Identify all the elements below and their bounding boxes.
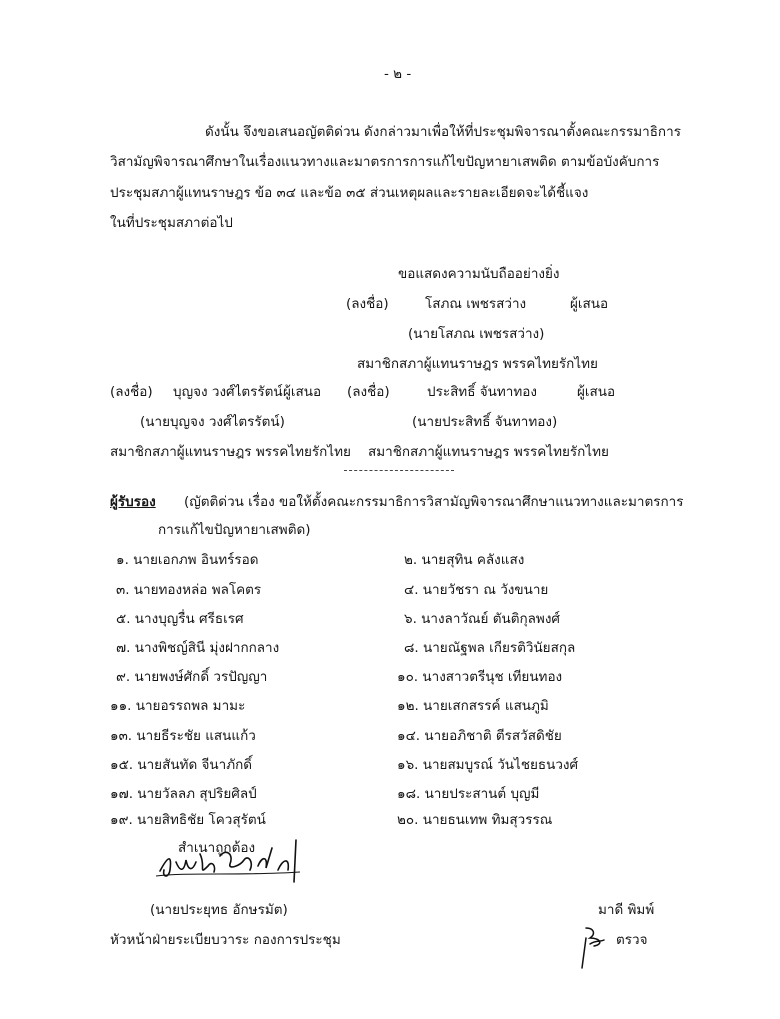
supporters-desc-1: (ญัตติด่วน เรื่อง ขอให้ตั้งคณะกรรมาธิการวิสามัญพิจารณาศึกษาแนวทางและมาตรการ xyxy=(184,494,684,510)
p2-position: สมาชิกสภาผู้แทนราษฎร พรรคไทยรักไทย xyxy=(110,444,351,460)
p1-full: (นายโสภณ เพชรสว่าง) xyxy=(408,326,545,342)
separator-line xyxy=(344,470,454,471)
supporters-label: ผู้รับรอง xyxy=(110,494,156,510)
body-line-3: ประชุมสภาผู้แทนราษฎร ข้อ ๓๔ และข้อ ๓๕ ส่วนเหตุผลและรายละเอียดจะได้ชี้แจง xyxy=(110,185,589,201)
p3-position: สมาชิกสภาผู้แทนราษฎร พรรคไทยรักไทย xyxy=(368,444,609,460)
closing: ขอแสดงความนับถืออย่างยิ่ง xyxy=(398,266,560,282)
supporter-right-2: ๔. นายวัชรา ณ วังขนาย xyxy=(404,582,549,598)
p1-position: สมาชิกสภาผู้แทนราษฎร พรรคไทยรักไทย xyxy=(357,356,598,372)
p2-sign: (ลงชื่อ) xyxy=(110,384,153,400)
supporter-right-6: ๑๒. นายเสกสรรค์ แสนภูมิ xyxy=(397,698,549,714)
p2-name: บุญจง วงศ์ไตรรัตน์ xyxy=(173,384,283,400)
p3-full: (นายประสิทธิ์ จันทาทอง) xyxy=(412,414,558,430)
checker-initial xyxy=(560,920,610,970)
supporter-left-7: ๑๓. นายธีระชัย แสนแก้ว xyxy=(110,728,256,744)
typist: มาดี พิมพ์ xyxy=(598,902,655,918)
p2-full: (นายบุญจง วงศ์ไตรรัตน์) xyxy=(140,414,285,430)
checker: ตรวจ xyxy=(616,932,648,948)
supporter-left-3: ๕. นางบุญรื่น ศรีธเรศ xyxy=(116,611,244,627)
supporter-right-7: ๑๔. นายอภิชาติ ตีรสวัสดิชัย xyxy=(397,728,562,744)
supporter-left-1: ๑. นายเอกภพ อินทร์รอด xyxy=(116,552,259,568)
supporter-left-4: ๗. นางพิชญ์สินี มุ่งฝากกลาง xyxy=(116,640,280,656)
supporter-left-9: ๑๗. นายวัลลภ สุปริยศิลป์ xyxy=(110,786,257,802)
certifier-name: (นายประยุทธ อักษรมัต) xyxy=(150,902,288,918)
supporter-right-9: ๑๘. นายประสานต์ บุญมี xyxy=(397,786,540,802)
p1-sign: (ลงชื่อ) xyxy=(346,296,389,312)
certification-title: สำเนาถูกต้อง xyxy=(178,840,256,856)
p3-name: ประสิทธิ์ จันทาทอง xyxy=(427,384,537,400)
body-line-2: วิสามัญพิจารณาศึกษาในเรื่องแนวทางและมาตรการการแก้ไขปัญหายาเสพติด ตามข้อบังคับการ xyxy=(110,154,660,170)
p1-role: ผู้เสนอ xyxy=(570,296,609,312)
certifier-position: หัวหน้าฝ่ายระเบียบวาระ กองการประชุม xyxy=(110,932,341,948)
supporter-right-1: ๒. นายสุทิน คลังแสง xyxy=(404,552,525,568)
supporter-left-5: ๙. นายพงษ์ศักดิ์ วรปัญญา xyxy=(116,669,268,685)
supporters-desc-2: การแก้ไขปัญหายาเสพติด) xyxy=(158,522,311,538)
supporter-right-3: ๖. นางลาวัณย์ ตันติกุลพงศ์ xyxy=(404,611,560,627)
p2-role: ผู้เสนอ xyxy=(283,384,322,400)
supporter-left-10: ๑๙. นายสิทธิชัย โควสุรัตน์ xyxy=(110,812,266,828)
supporter-left-2: ๓. นายทองหล่อ พลโคตร xyxy=(116,582,262,598)
p3-role: ผู้เสนอ xyxy=(577,384,616,400)
supporter-right-8: ๑๖. นายสมบูรณ์ วันไชยธนวงศ์ xyxy=(397,757,579,773)
handwritten-signature xyxy=(150,826,310,888)
p3-sign: (ลงชื่อ) xyxy=(347,384,390,400)
p1-name: โสภณ เพชรสว่าง xyxy=(425,296,527,312)
supporter-left-8: ๑๕. นายสันทัด จีนาภักดิ์ xyxy=(110,757,253,773)
supporter-right-4: ๘. นายณัฐพล เกียรติวินัยสกุล xyxy=(404,640,576,656)
supporter-right-5: ๑๐. นางสาวตรีนุช เทียนทอง xyxy=(397,669,563,685)
supporter-right-10: ๒๐. นายธนเทพ ทิมสุวรรณ xyxy=(397,812,553,828)
body-line-4: ในที่ประชุมสภาต่อไป xyxy=(110,215,233,231)
supporter-left-6: ๑๑. นายอรรถพล มามะ xyxy=(110,698,246,714)
page-number: - ๒ - xyxy=(384,66,412,82)
body-line-1: ดังนั้น จึงขอเสนอญัตติด่วน ดังกล่าวมาเพื่อให้ที่ประชุมพิจารณาตั้งคณะกรรมาธิการ xyxy=(205,124,681,140)
